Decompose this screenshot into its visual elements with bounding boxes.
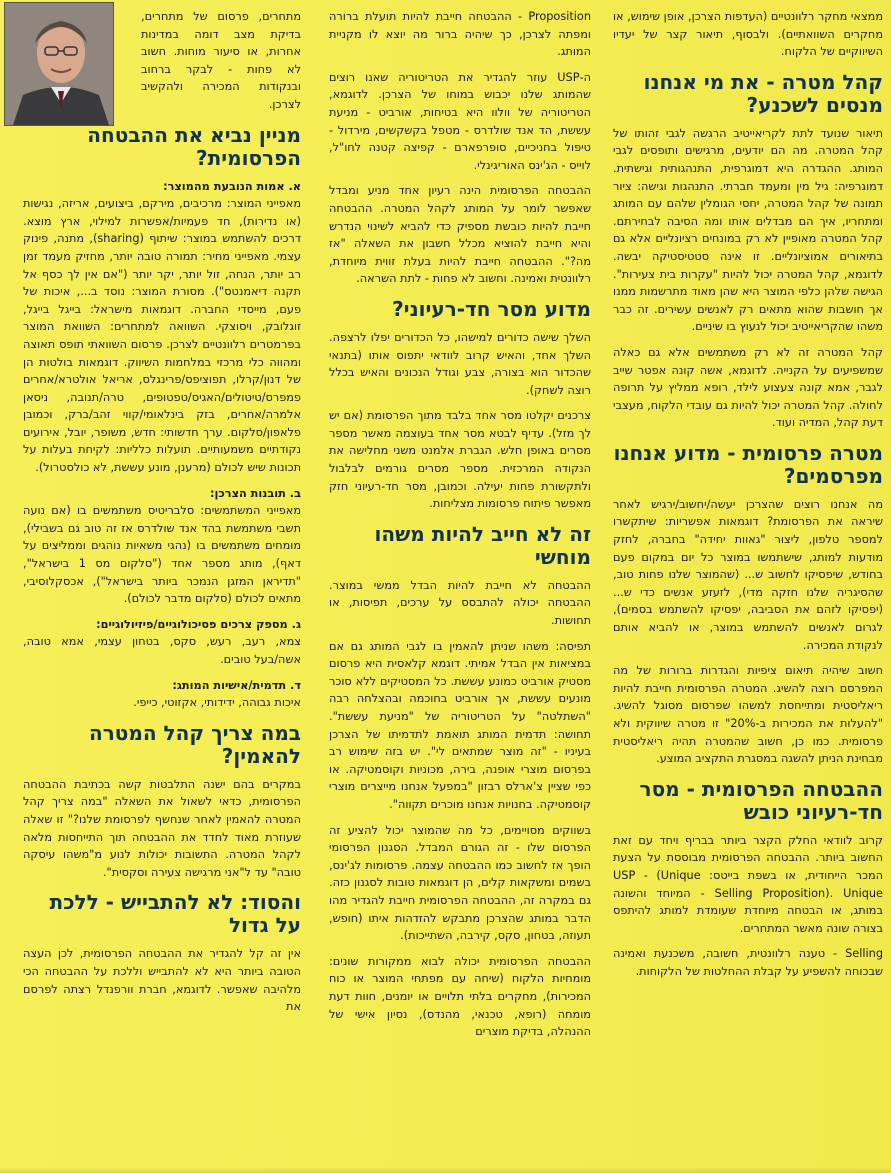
paragraph: קרוב לוודאי החלק הקצר ביותר בבריף ויחד עם זאת החשוב ביותר. ההבטחה הפרסומית מבוססת על הצעת המכר הייחודית, או בשפת בייטס: USP - (Unique Selling Proposition). Unique - המיוחד והשונה במותג, או הבטחה מיוחדת שעומדת למותג להיתפס בצורה שונה מאשר המתחרים. xyxy=(613,833,883,935)
page-edge-shadow xyxy=(0,1167,891,1173)
paragraph: תפיסה: משהו שניתן להאמין בו לגבי המותג גם אם במציאות אין הבדל אמיתי. דוגמא קלאסית היא פרסום מסטיק אורביט כמונע עששת. כל המסטיקים ללא סוכר מונעים עששת, אך אורביט בחוכמה ובהצלחה רבה "השתלטה" על הטריטוריה של "מניעת עששת". תחושה: תדמית המותג תואמת לתדמיתו של הצרכן בעיניו - "זה מוצר שמתאים לי". יש בזה שימוש רב בפרסום מוצרי אופנה, בירה, מכוניות וקוסמטיקה. או כפי שציין צ'ארלס רבזון "במפעל אנחנו מייצרים מוצרי קוסמטיקה. בחנויות אנחנו מוכרים תקווה". xyxy=(329,639,591,811)
heading-predict: מניין נביא את ההבטחה הפרסומית? xyxy=(87,122,301,170)
paragraph: Selling - טענה רלוונטית, חשובה, משכנעת ואמינה שבכוחה להשפיע על קבלת ההחלטות של הלקוחות. xyxy=(613,947,883,978)
paragraph: בשווקים מסויימים, כל מה שהמוצר יכול להציע זה הפרסום שלו - זה הגורם המבדל. הסגנון הפרסומי הופך אז לחשוב כמו ההבטחה עצמה. פרסומות לג'ינס, בשמים ומשקאות קלים, הן דוגמאות טובות לסגנון כזה. גם במקרה זה, ההבטחה הפרסומית חייבת להגדיר מהו הדבר במותג שהצרכן מתבקש להזדהות איתו (חופש, תעוזה, בטחון, סקס, קירבה, השתייכות). xyxy=(329,823,591,943)
paragraph: חשוב שיהיה תיאום ציפיות והגדרות ברורות של מה המפרסם רוצה להשיג. המטרה הפרסומית חייבת להיות ריאליסטית ומתייחסת למשהו שפרסום מסוגל להשיג. "להעלות את המכירות ב-20%" זו מטרה שיווקית ולא פרסומית. כמו כן, חשוב שהמטרה תהיה ריאליסטית מבחינת הניתן להשגה במסגרת התקציב המוצע. xyxy=(613,664,883,766)
heading-promise: ההבטחה הפרסומית - מסר חד-רעיוני כובש xyxy=(639,776,883,824)
heading-secret: והסוד: לא להתבייש - ללכת על גדול xyxy=(49,890,301,938)
column-right xyxy=(613,8,883,1167)
subheading-a: א. אמות הנובעת מהמוצר: xyxy=(163,179,301,193)
paragraph: מאפייני המשתמשים: סלבריטיס משתמשים בו (אם נועה תשבי משתמשת בהד אנד שולדרס אז זה טוב גם בשבילי), מומחים משתמשים בו (נהגי משאיות נוהגים וממליצים על דאף), מותג מספר אחד ("סלקום מס 1 בישראל", "תדיראן המזגן הנמכר ביותר בישראל"), אכסקלוסיבי, מתאים לכולם (סלקום מדבר לכולם). xyxy=(23,504,301,606)
paragraph: תיאור שנועד לתת לקריאייטיב הרגשה לגבי זהותו של קהל המטרה. מה הם יודעים, מרגישים ותופסים לגבי המותג. ההגדרה היא דמוגרפית, התנהגותית וגישתית. דמוגרפיה: גיל מין ומעמד חברתי. התנהגות וגישה: ציור תמונה של קהל המטרה, יחסי הגומלין שלהם עם המותג ומתחריו, איך הם מבדלים אותו ומה הסיבה לבחירתם. קהל המטרה מאופיין לא רק במונחים רציונליים אלא גם בתיאורים אמוציונליים. זו אינה סטטיסטיקה יבשה. לדוגמא, קהל המטרה יכול להיות "עקרות בית צעירות". הגישה שלהן כלפי המוצר היא שהן מאוד מתרשמות ממנו אך חושבות שהוא מתאים רק לאנשים עשירים. זה כבר משהו שהקריאייטיב יכול לנעוץ בו שיניים. xyxy=(613,126,883,334)
heading-objective: מטרה פרסומית - מדוע אנחנו מפרסמים? xyxy=(613,440,883,488)
subheading-c: ג. מספק צרכים פסיכולוגיים/פיזיולוגיים: xyxy=(96,617,301,631)
column-middle xyxy=(329,8,591,1167)
paragraph: ההבטחה הפרסומית יכולה לבוא ממקורות שונים: מומחיות הלקוח (שיחה עם מפתחי המוצר או כוח המכירות), מחקרים בלתי תלויים או יומנים, חוות דעת מומחה (רופא, טכנאי, מהנדס), נסיון אישי של ההנהלה, בדיקת מוצרים xyxy=(329,954,591,1039)
paragraph: ההבטחה הפרסומית הינה רעיון אחד מניע ומבדל שאפשר לומר על המותג לקהל המטרה. ההבטחה חייבת להיות כובשת מספיק כדי להביא לשינוי הנדרש והיא חייבת להוציא מכלל חשבון את השאלה "אז מה?". ההבטחה חייבת להיות בעלת זווית מיוחדת, רלוונטית ואמינה. וחשוב לא פחות - לתת השראה. xyxy=(329,184,591,286)
paragraph: צרכנים יקלטו מסר אחד בלבד מתוך הפרסומת (אם יש לך מזל). עדיף לבטא מסר אחד בעוצמה מאשר מספר מסרים באופן חלש. הגברת אלמנט משני מחלישה את הנקודה המרכזית. מספר מסרים גורמים לבלבול ולתקשורת פחות יעילה. וכמובן, מסר חד-רעיוני חזק מאפשר פיתוח פרסומות מצליחות. xyxy=(329,409,591,511)
paragraph: אין זה קל להגדיר את ההבטחה הפרסומית, לכן העצה הטובה ביותר היא לא להתבייש וללכת על ההבטחה הכי מלהיבה שאפשר. לדוגמא, חברת וורפנדל רצתה לפרסם את xyxy=(23,947,301,1014)
paragraph: Proposition - ההבטחה חייבת להיות תועלת ברורה ומפתה לצרכן, כך שיהיה ברור מה יוצא לו מקניית המותג. xyxy=(329,10,591,59)
paragraph: קהל המטרה זה לא רק משתמשים אלא גם כאלה שמשפיעים על הקנייה. לדוגמא, אשה קונה אפטר שייב לגבר, אמא קונה צעצוע לילד, רופא ממליץ על תרופה לחולה. קהל המטרה יכול להיות גם עובדי הלקוח, מעצבי דעת קהל, המדיה ועוד. xyxy=(613,345,883,430)
subheading-d: ד. תדמית/אישיות המותג: xyxy=(172,678,301,692)
paragraph: השלך שישה כדורים למישהו, כל הכדורים יפלו לרצפה. השלך אחד, והאיש קרוב לוודאי יתפוס אותו (בתנאי שהכדור הוא בצורה, צבע וגודל הנכונים והאיש בכלל רוצה לשחק). xyxy=(329,330,591,397)
paragraph: צמא, רעב, רעש, סקס, בטחון עצמי, אמא טובה, אשה/בעל טובים. xyxy=(23,635,301,666)
paragraph: במקרים בהם ישנה התלבטות קשה בכתיבת ההבטחה הפרסומית, כדאי לשאול את השאלה "במה צריך קהל המטרה להאמין לאחר שנחשף לפרסומת שלנו?" זו שאלה שעוזרת מאוד לחדד את ההבטחה תוך התייחסות מלאה לקהל המטרה. התשובות יכולות לנוע מ"משהו עיסקה טובה" עד ל"אני מרגישה צעירה וסקסית". xyxy=(23,777,301,879)
paragraph: מתחרים, פרסום של מתחרים, בדיקת מצב דומה במדינות אחרות, או סיעור מוחות. חשוב לא פחות - לבקר ברחוב ובנקודות המכירה ולהקשיב לצרכן. xyxy=(141,10,301,111)
paragraph: איכות גבוהה, ידידותי, אקזוטי, כייפי. xyxy=(133,696,301,710)
paragraph: ההבטחה לא חייבת להיות הבדל ממשי במוצר. ההבטחה יכולה להתבסס על ערכים, תפיסות, או תחושות. xyxy=(329,578,591,628)
heading-single-message: מדוע מסר חד-רעיוני? xyxy=(392,296,591,321)
heading-not-tangible: זה לא חייב להיות משהו מוחשי xyxy=(374,521,591,569)
paragraph: מאפייני המוצר: מרכיבים, מירקם, ביצועים, אריזה, נגישות (או נדירות), חד פעמיות/אפשרות למילוי, ארץ מוצא. דרכים להשתמש במוצר: שיתוף (sharing), מתנה, פינוק עצמי. מאפייני מחיר: תמורה טובה יותר, מחזיק מעמד זמן רב יותר, הנחה, זול יותר, יקר יותר ("אם אין לך כסף אל תקנה דיאמנטס"). מסורת המוצר: נוסד ב..., איכות של פעם, מייסדי החברה. דוגמאות מישראל: בייגל בייגל, זוגלובק, ויסוצקי. השוואה למתחרים: השוואת המוצר בפרמטרים רלוונטיים לצרכן. פרסום השוואתי תופס תאוצה ומהווה כלי מרכזי במלחמות השיווק. דוגמאות בולטות הן של דנון/קרלו, תפוציפס/פרינגלס, אריאל אולטרא/אחרים פמפרס/טיטולים/האגיס/טפטופים, טרה/תנובה, ניסאן אלמרה/אחרים, בזק בינלאומי/קווי זהב/ברק, וכמובן פלאפון/סלקום. ערך חדשותי: חדש, משופר, יובל, אירועים נקודתיים משמעותיים. תועלות כלליות: לקיחת בעלות על תכונות שיש לכולם (מרענן, מונע עששת, לא כולסטרול). xyxy=(23,197,301,475)
subheading-b: ב. תובנות הצרכן: xyxy=(210,486,301,500)
paragraph: ממצאי מחקר רלוונטיים (העדפות הצרכן, אופן שימוש, או מחקרים השוואתיים). ולבסוף, תיאור קצר של יעדיו השיווקיים של הלקוח. xyxy=(613,10,883,59)
column-left xyxy=(23,8,301,1167)
heading-audience: קהל מטרה - את מי אנחנו מנסים לשכנע? xyxy=(643,69,883,117)
heading-believe: במה צריך קהל המטרה להאמין? xyxy=(89,720,301,768)
paragraph: ה-USP עוזר להגדיר את הטריטוריה שאנו רוצים שהמותג שלנו יכבוש במוחו של הצרכן. לדוגמא, הטריטוריה של וולוו היא בטיחות, אורביט - מניעת עששת, הד אנד שולדרס - מטפל בקשקשים, מירדול - טיפול בחניכיים, סופרפארם - קפיצה קטנה לחו"ל, לוייס - הג'ינס האוריגינלי. xyxy=(329,70,591,172)
paragraph: מה אנחנו רוצים שהצרכן יעשה/יחשוב/ירגיש לאחר שיראה את הפרסומת? דוגמאות אפשריות: שיתקשרו למספר טלפון, ליצור "גאוות יחידה" בחברה, לחזק מודעות למותג, שישתמשו במוצר כל יום במקום פעם בחודש, שיפסיקו לחשוב ש... (שהמוצר שלנו פחות טוב, שהסיגריה שלנו חזקה מדי), לזעזע אנשים כדי ש... (יפסיקו לזהם את הסביבה, יפסיקו להשתמש בסמים), לגרום לאנשים להשתמש במוצר, או להביא אותם לנקודת המכירה. xyxy=(613,497,883,652)
